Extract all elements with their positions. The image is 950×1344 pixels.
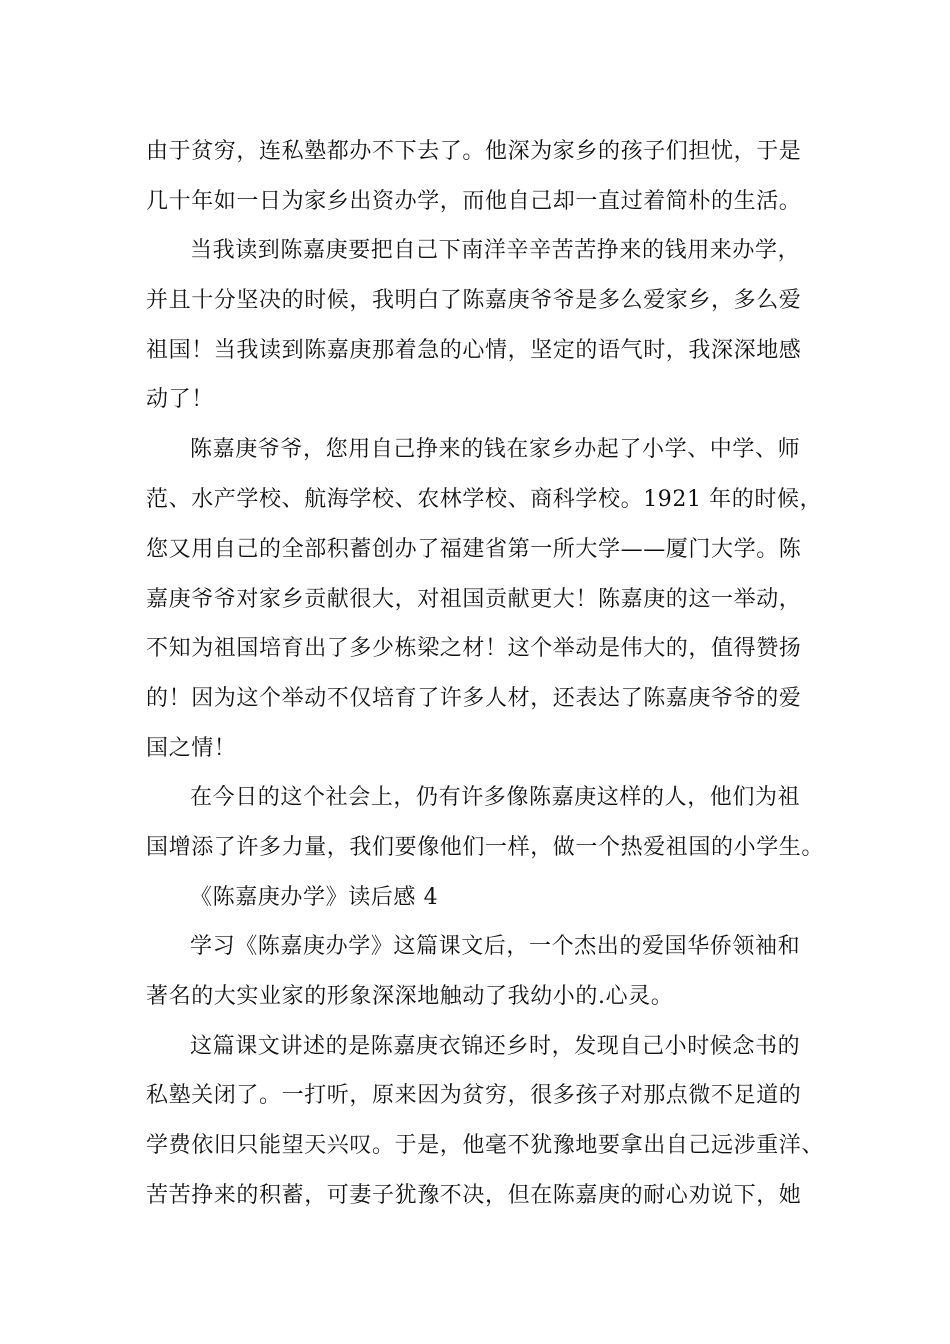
body-text-line: 范、水产学校、航海学校、农林学校、商科学校。1921 年的时候， <box>146 487 823 512</box>
body-text-line: 学费依旧只能望天兴叹。于是，他毫不犹豫地要拿出自己远涉重洋、 <box>146 1133 825 1158</box>
body-text-line: 嘉庚爷爷对家乡贡献很大，对祖国贡献更大！陈嘉庚的这一举动， <box>146 587 802 612</box>
body-text-line: 国之情！ <box>146 736 237 761</box>
body-text-line: 动了！ <box>146 387 214 412</box>
body-text-line: 祖国！当我读到陈嘉庚那着急的心情，坚定的语气时，我深深地感 <box>146 338 802 363</box>
body-text-line: 您又用自己的全部积蓄创办了福建省第一所大学——厦门大学。陈 <box>146 537 802 562</box>
body-text-line: 国增添了许多力量，我们要像他们一样，做一个热爱祖国的小学生。 <box>146 835 825 860</box>
paragraph-first-line: 当我读到陈嘉庚要把自己下南洋辛辛苦苦挣来的钱用来办学， <box>190 238 801 263</box>
body-text-line: 不知为祖国培育出了多少栋梁之材！这个举动是伟大的，值得赞扬 <box>146 636 802 661</box>
body-text-line: 著名的大实业家的形象深深地触动了我幼小的.心灵。 <box>146 984 674 1009</box>
body-text-line: 几十年如一日为家乡出资办学，而他自己却一直过着简朴的生活。 <box>146 189 802 214</box>
body-text-line: 苦苦挣来的积蓄，可妻子犹豫不决，但在陈嘉庚的耐心劝说下，她 <box>146 1183 802 1208</box>
paragraph-first-line: 陈嘉庚爷爷，您用自己挣来的钱在家乡办起了小学、中学、师 <box>190 437 801 462</box>
body-text-line: 由于贫穷，连私塾都办不下去了。他深为家乡的孩子们担忧，于是 <box>146 139 802 164</box>
body-text-line: 的！因为这个举动不仅培育了许多人材，还表达了陈嘉庚爷爷的爱 <box>146 686 802 711</box>
body-text-line: 并且十分坚决的时候，我明白了陈嘉庚爷爷是多么爱家乡，多么爱 <box>146 288 802 313</box>
paragraph-first-line: 在今日的这个社会上，仍有许多像陈嘉庚这样的人，他们为祖 <box>190 785 801 810</box>
section-heading: 《陈嘉庚办学》读后感 4 <box>190 885 439 910</box>
paragraph-first-line: 学习《陈嘉庚办学》这篇课文后，一个杰出的爱国华侨领袖和 <box>190 934 801 959</box>
paragraph-first-line: 这篇课文讲述的是陈嘉庚衣锦还乡时，发现自己小时候念书的 <box>190 1034 801 1059</box>
body-text-line: 私塾关闭了。一打听，原来因为贫穷，很多孩子对那点微不足道的 <box>146 1083 802 1108</box>
